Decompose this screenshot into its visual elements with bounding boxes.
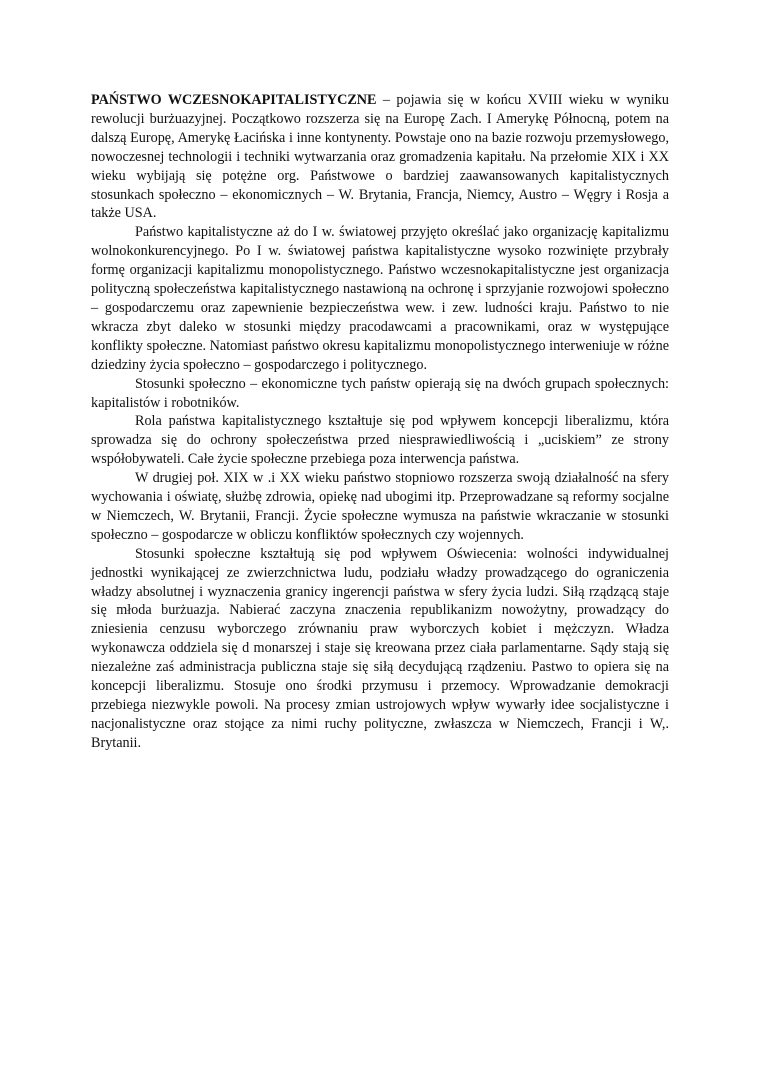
paragraph-1-text: – pojawia się w końcu XVIII wieku w wyniku rewolucji burżuazyjnej. Początkowo rozszerza się na Europę Zach. I Amerykę Północną, potem na dalszą Europę, Amerykę Łacińska i inne kontynenty. Powstaje ono na bazie rozwoju przemysłowego, nowoczesnej technologii i techniki wytwarzania oraz gromadzenia kapitału. Na przełomie XIX i XX wieku wybijają się potężne org. Państwowe o bardziej zaawansowanych kapitalistycznych stosunkach społeczno – ekonomicznych – W. Brytania, Francja, Niemcy, Austro – Węgry i Rosja a także USA. xyxy=(91,92,669,222)
paragraph-2: Państwo kapitalistyczne aż do I w. światowej przyjęto określać jako organizację kapitalizmu wolnokonkurencyjnego. Po I w. światowej państwa kapitalistyczne wysoko rozwinięte przybrały formę organizacji kapitalizmu monopolistycznego. Państwo wczesnokapitalistyczne jest organizacja polityczną społeczeństwa kapitalistycznego nastawioną na ochronę i sprzyjanie rozwojowi społeczno – gospodarczemu oraz zapewnienie bezpieczeństwa wew. i zew. ludności kraju. Państwo to nie wkracza zbyt daleko w stosunki między pracodawcami a pracownikami, oraz w występujące konflikty społeczne. Natomiast państwo okresu kapitalizmu monopolistycznego interweniuje w różne dziedziny życia społeczno – gospodarczego i politycznego. xyxy=(91,224,669,373)
document-heading: PAŃSTWO WCZESNOKAPITALISTYCZNE xyxy=(91,92,377,108)
document-body xyxy=(91,91,669,753)
paragraph-5: W drugiej poł. XIX w .i XX wieku państwo stopniowo rozszerza swoją działalność na sfery wychowania i oświatę, służbę zdrowia, opiekę nad ubogimi itp. Przeprowadzane są reformy socjalne w Niemczech, W. Brytanii, Francji. Życie społeczne wymusza na państwie wkraczanie w stosunki społeczno – gospodarcze w obliczu konfliktów społecznych czy wojennych. xyxy=(91,470,669,543)
paragraph-1 xyxy=(91,91,669,223)
paragraph-4: Rola państwa kapitalistycznego kształtuje się pod wpływem koncepcji liberalizmu, która sprowadza się do ochrony społeczeństwa przed niesprawiedliwością i „uciskiem” ze strony współobywateli. Całe życie społeczne przebiega poza interwencja państwa. xyxy=(91,413,669,468)
paragraph-3: Stosunki społeczno – ekonomiczne tych państw opierają się na dwóch grupach społecznych: kapitalistów i robotników. xyxy=(91,375,669,411)
paragraph-6: Stosunki społeczne kształtują się pod wpływem Oświecenia: wolności indywidualnej jednostki wynikającej ze zwierzchnictwa ludu, podziału władzy prowadzącego do ograniczenia władzy absolutnej i wyznaczenia granicy ingerencji państwa w sfery życia ludzi. Siłą rządzącą staje się młoda burżuazja. Nabierać zaczyna znaczenia republikanizm nowożytny, prowadzący do zniesienia cenzusu wyborczego zrównaniu praw wyborczych kobiet i mężczyzn. Władza wykonawcza oddziela się d monarszej i staje się kreowana przez ciała parlamentarne. Sądy stają się niezależne zaś administracja publiczna staje się siłą decydującą rządzeniu. Pastwo to opiera się na koncepcji liberalizmu. Stosuje ono środki przymusu i przemocy. Wprowadzanie demokracji przebiega niezwykle powoli. Na procesy zmian ustrojowych wpływ wywarły idee socjalistyczne i nacjonalistyczne oraz stojące za nimi ruchy polityczne, zwłaszcza w Niemczech, Francji i W,. Brytanii. xyxy=(91,545,669,751)
